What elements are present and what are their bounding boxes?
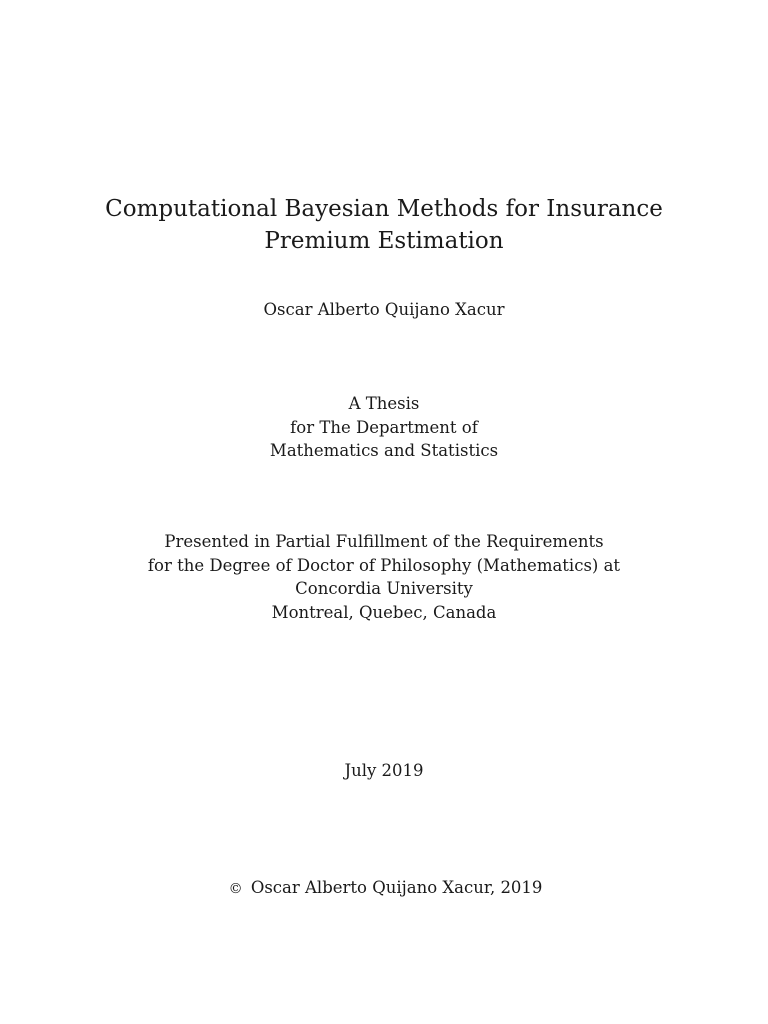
copyright-icon: © xyxy=(228,880,243,897)
thesis-line-1: A Thesis xyxy=(348,394,420,413)
thesis-line-2: for The Department of xyxy=(290,417,478,437)
university-name: Concordia University xyxy=(295,579,473,598)
degree-statement-line-2: for the Degree of Doctor of Philosophy (Mathematics) at xyxy=(147,555,621,575)
author-name-text: Oscar Alberto Quijano Xacur xyxy=(263,300,505,319)
thesis-line-3: Mathematics and Statistics xyxy=(269,441,499,460)
degree-statement xyxy=(0,530,768,624)
copyright-notice xyxy=(0,877,768,899)
author-name xyxy=(0,299,768,321)
submission-date-text: July 2019 xyxy=(344,761,424,780)
thesis-department-block xyxy=(0,392,768,463)
university-location: Montreal, Quebec, Canada xyxy=(271,602,497,622)
copyright-line xyxy=(0,877,768,899)
thesis-title-line-1: Computational Bayesian Methods for Insurance xyxy=(105,196,663,222)
thesis-title-line-2: Premium Estimation xyxy=(264,228,504,254)
submission-date xyxy=(0,760,768,782)
degree-statement-line-1: Presented in Partial Fulfillment of the Requirements xyxy=(164,532,604,551)
copyright-text: Oscar Alberto Quijano Xacur, 2019 xyxy=(250,878,543,897)
thesis-title xyxy=(0,193,768,257)
